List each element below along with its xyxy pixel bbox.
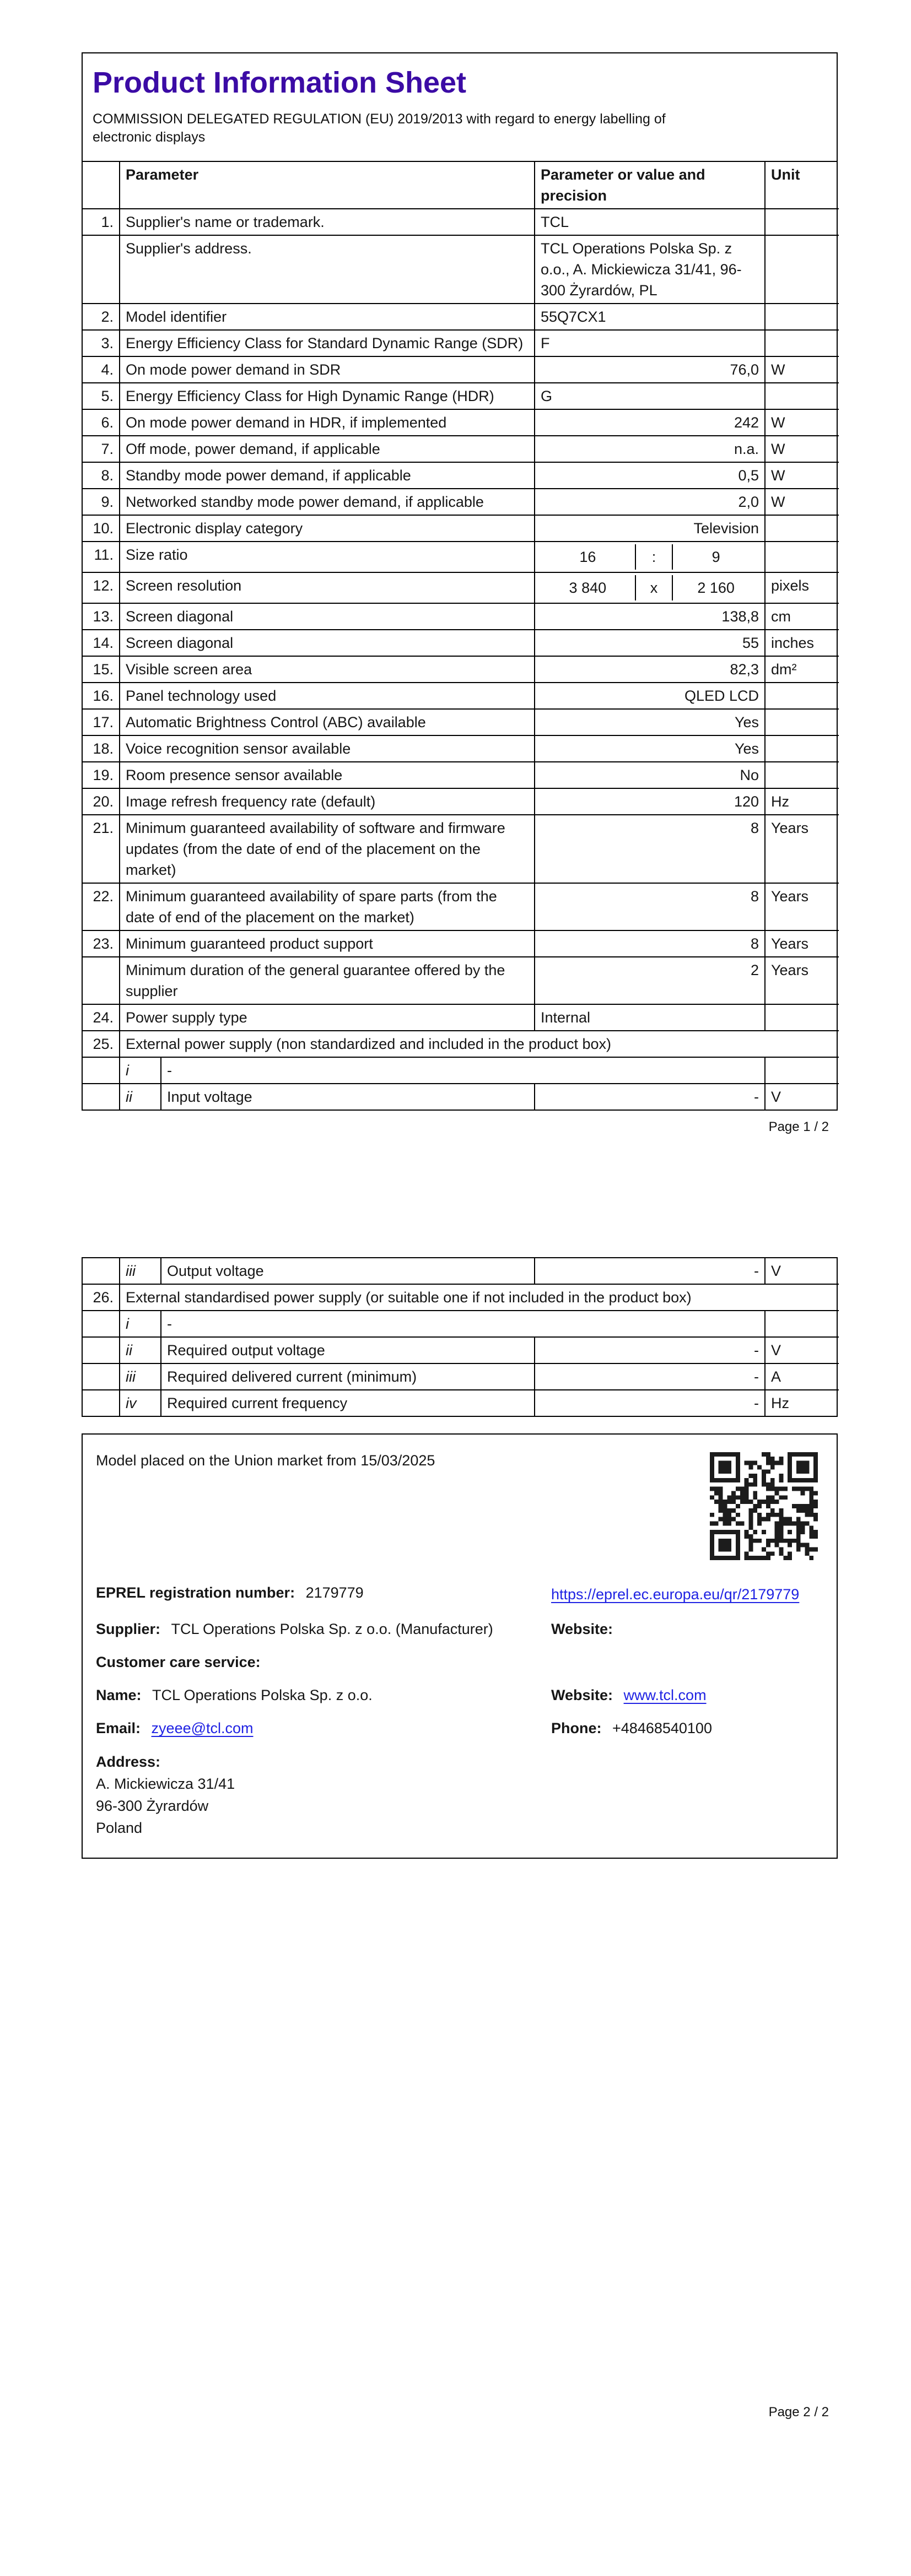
roman-numeral-cell: iii [120, 1363, 161, 1390]
header-unit-cell: Unit [765, 162, 839, 209]
website2-label: Website: [551, 1687, 613, 1704]
table-row [83, 709, 839, 735]
value-cell: - [535, 1390, 765, 1416]
value-cell: 8 [535, 930, 765, 957]
value-cell: 120 [535, 788, 765, 815]
roman-numeral-cell: ii [120, 1084, 161, 1110]
value-cell: 242 [535, 409, 765, 436]
unit-cell: Hz [765, 788, 839, 815]
value-cell: 0,5 [535, 462, 765, 489]
spanning-parameter-cell: External power supply (non standardized and included in the product box) [120, 1031, 839, 1057]
split-value-group [541, 575, 759, 600]
table-row [83, 304, 839, 330]
parameter-cell: Off mode, power demand, if applicable [120, 436, 535, 462]
value-cell [535, 572, 765, 603]
split-value-cell: 9 [672, 544, 759, 570]
split-value-group [541, 544, 759, 570]
header-number-cell [83, 162, 120, 209]
unit-cell: Years [765, 930, 839, 957]
unit-cell: W [765, 462, 839, 489]
row-number-cell: 14. [83, 630, 120, 656]
row-number-cell: 13. [83, 603, 120, 630]
row-number-cell: 7. [83, 436, 120, 462]
parameter-cell: Supplier's name or trademark. [120, 209, 535, 235]
unit-cell: Years [765, 815, 839, 883]
unit-cell [765, 762, 839, 788]
table-row [83, 462, 839, 489]
parameter-cell: Energy Efficiency Class for High Dynamic Range (HDR) [120, 383, 535, 409]
value-cell: 2,0 [535, 489, 765, 515]
parameter-cell: Electronic display category [120, 515, 535, 542]
row-number-cell: 23. [83, 930, 120, 957]
row-number-cell: 11. [83, 542, 120, 572]
parameter-cell: Model identifier [120, 304, 535, 330]
customer-care-row [96, 1652, 822, 1673]
parameter-cell: Size ratio [120, 542, 535, 572]
table-row [83, 515, 839, 542]
value-cell: - [535, 1258, 765, 1284]
table-row [83, 788, 839, 815]
parameter-cell: Screen resolution [120, 572, 535, 603]
roman-numeral-cell: i [120, 1311, 161, 1337]
parameter-cell: Voice recognition sensor available [120, 735, 535, 762]
row-number-cell: 4. [83, 356, 120, 383]
value-cell [535, 542, 765, 572]
row-number-cell: 17. [83, 709, 120, 735]
page-title: Product Information Sheet [93, 66, 467, 99]
market-placement-line: Model placed on the Union market from 15/03/2025 [96, 1452, 435, 1469]
table-row [83, 957, 839, 1004]
page-subtitle: COMMISSION DELEGATED REGULATION (EU) 2019/2013 with regard to energy labelling of electronic displays [93, 111, 666, 145]
eprel-registration [96, 1582, 551, 1603]
row-number-cell [83, 1337, 120, 1363]
value-cell: TCL [535, 209, 765, 235]
parameter-cell: Networked standby mode power demand, if applicable [120, 489, 535, 515]
title-section [83, 53, 837, 162]
split-value-cell: 2 160 [672, 575, 759, 600]
table-row [83, 1084, 839, 1110]
parameter-cell: Required delivered current (minimum) [161, 1363, 535, 1390]
value-cell: Television [535, 515, 765, 542]
row-number-cell [83, 1363, 120, 1390]
unit-cell: W [765, 356, 839, 383]
split-value-cell: 16 [579, 549, 596, 566]
table-row [83, 656, 839, 683]
row-number-cell: 12. [83, 572, 120, 603]
table-row [83, 572, 839, 603]
website2-link[interactable]: www.tcl.com [623, 1687, 707, 1704]
unit-cell [765, 735, 839, 762]
address-line-1: A. Mickiewicza 31/41 [96, 1776, 235, 1793]
unit-cell: V [765, 1258, 839, 1284]
email-field [96, 1718, 551, 1739]
table-row [83, 235, 839, 304]
roman-numeral-cell: ii [120, 1337, 161, 1363]
page-break-gap [82, 1135, 838, 1257]
value-cell: 8 [535, 815, 765, 883]
unit-cell [765, 683, 839, 709]
value-cell: G [535, 383, 765, 409]
parameter-cell: Image refresh frequency rate (default) [120, 788, 535, 815]
table-row [83, 1337, 839, 1363]
value-cell: - [535, 1084, 765, 1110]
value-cell: 82,3 [535, 656, 765, 683]
row-number-cell: 8. [83, 462, 120, 489]
parameter-cell: Minimum guaranteed product support [120, 930, 535, 957]
document-sheet [82, 0, 838, 2420]
table-row [83, 436, 839, 462]
registration-info-box [82, 1433, 838, 1859]
parameter-cell: Screen diagonal [120, 630, 535, 656]
name-row [96, 1685, 822, 1706]
table-row [83, 1004, 839, 1031]
unit-cell [765, 515, 839, 542]
row-number-cell: 22. [83, 883, 120, 930]
value-cell: 55 [535, 630, 765, 656]
header-value-cell: Parameter or value and precision [535, 162, 765, 209]
parameter-cell: Input voltage [161, 1084, 535, 1110]
unit-cell: V [765, 1084, 839, 1110]
email-label: Email: [96, 1720, 141, 1737]
row-number-cell: 9. [83, 489, 120, 515]
unit-cell [765, 1004, 839, 1031]
value-cell: Yes [535, 709, 765, 735]
roman-numeral-cell: iv [120, 1390, 161, 1416]
table-row [83, 356, 839, 383]
split-value-cell: x [635, 575, 672, 600]
supplier-label: Supplier: [96, 1621, 161, 1638]
row-number-cell [83, 1390, 120, 1416]
page2-bottom-gap [82, 1859, 838, 2396]
parameter-cell: Supplier's address. [120, 235, 535, 304]
table-row [83, 1031, 839, 1057]
table-row [83, 1311, 839, 1337]
table-row [83, 735, 839, 762]
value-cell: n.a. [535, 436, 765, 462]
supplier-field [96, 1619, 551, 1639]
row-number-cell [83, 1084, 120, 1110]
website2-field [551, 1685, 822, 1706]
table-row [83, 1057, 839, 1084]
spanning-parameter-cell: External standardised power supply (or suitable one if not included in the product box) [120, 1284, 839, 1311]
value-cell: 2 [535, 957, 765, 1004]
row-number-cell: 10. [83, 515, 120, 542]
value-cell: 76,0 [535, 356, 765, 383]
value-cell: F [535, 330, 765, 356]
parameter-cell: On mode power demand in HDR, if implemented [120, 409, 535, 436]
parameter-cell: Room presence sensor available [120, 762, 535, 788]
unit-cell [765, 709, 839, 735]
row-number-cell: 1. [83, 209, 120, 235]
row-number-cell: 6. [83, 409, 120, 436]
table-row [83, 603, 839, 630]
unit-cell [765, 304, 839, 330]
value-cell: 8 [535, 883, 765, 930]
table-row [83, 330, 839, 356]
table-row [83, 542, 839, 572]
unit-cell: cm [765, 603, 839, 630]
unit-cell: dm² [765, 656, 839, 683]
parameter-table-page2 [83, 1258, 839, 1416]
table-row [83, 1363, 839, 1390]
parameter-cell: Minimum guaranteed availability of spare parts (from the date of end of the placement on the market) [120, 883, 535, 930]
parameter-cell: Required output voltage [161, 1337, 535, 1363]
value-cell: Yes [535, 735, 765, 762]
unit-cell: A [765, 1363, 839, 1390]
name-field [96, 1685, 551, 1706]
roman-numeral-cell: i [120, 1057, 161, 1084]
row-number-cell: 16. [83, 683, 120, 709]
value-cell: - [535, 1337, 765, 1363]
value-cell: QLED LCD [535, 683, 765, 709]
page1-box [82, 52, 838, 1111]
address-block [96, 1751, 551, 1839]
table-header-row [83, 162, 839, 209]
parameter-table-page1 [83, 162, 839, 1110]
unit-cell [765, 1057, 839, 1084]
unit-cell [765, 209, 839, 235]
unit-cell: pixels [765, 572, 839, 603]
parameter-cell: Automatic Brightness Control (ABC) available [120, 709, 535, 735]
row-number-cell: 20. [83, 788, 120, 815]
parameter-cell: Visible screen area [120, 656, 535, 683]
value-cell: 55Q7CX1 [535, 304, 765, 330]
address-row [96, 1751, 822, 1839]
supplier-value: TCL Operations Polska Sp. z o.o. (Manufacturer) [171, 1621, 493, 1638]
customer-care-label: Customer care service: [96, 1654, 261, 1671]
value-cell: - [535, 1363, 765, 1390]
wide-value-cell: - [161, 1057, 765, 1084]
row-number-cell: 15. [83, 656, 120, 683]
row-number-cell: 3. [83, 330, 120, 356]
eprel-number: 2179779 [305, 1584, 364, 1601]
value-cell: No [535, 762, 765, 788]
table-row [83, 489, 839, 515]
table-row [83, 930, 839, 957]
page1-footer: Page 1 / 2 [768, 1119, 829, 1135]
row-number-cell [83, 1311, 120, 1337]
name-label: Name: [96, 1687, 142, 1704]
phone-label: Phone: [551, 1720, 602, 1737]
unit-cell [765, 235, 839, 304]
eprel-link-wrap [551, 1582, 822, 1606]
supplier-row [96, 1619, 822, 1639]
unit-cell: W [765, 436, 839, 462]
unit-cell [765, 330, 839, 356]
header-parameter-cell: Parameter [120, 162, 535, 209]
unit-cell: Years [765, 883, 839, 930]
eprel-row [96, 1582, 822, 1606]
table-row [83, 1258, 839, 1284]
table-row [83, 815, 839, 883]
eprel-link[interactable]: https://eprel.ec.europa.eu/qr/2179779 [551, 1586, 800, 1603]
parameter-cell: On mode power demand in SDR [120, 356, 535, 383]
row-number-cell: 25. [83, 1031, 120, 1057]
page2-box [82, 1257, 838, 1417]
parameter-cell: Screen diagonal [120, 603, 535, 630]
parameter-cell: Required current frequency [161, 1390, 535, 1416]
row-number-cell [83, 235, 120, 304]
table-row [83, 1284, 839, 1311]
table-row [83, 383, 839, 409]
unit-cell [765, 542, 839, 572]
table-row [83, 1390, 839, 1416]
row-number-cell [83, 1057, 120, 1084]
address-label: Address: [96, 1754, 161, 1771]
parameter-cell: Power supply type [120, 1004, 535, 1031]
qr-code-icon [710, 1452, 818, 1560]
value-cell: 138,8 [535, 603, 765, 630]
parameter-cell: Panel technology used [120, 683, 535, 709]
unit-cell: Hz [765, 1390, 839, 1416]
row-number-cell: 2. [83, 304, 120, 330]
phone-value: +48468540100 [612, 1720, 712, 1737]
name-value: TCL Operations Polska Sp. z o.o. [152, 1687, 373, 1704]
unit-cell [765, 383, 839, 409]
address-line-2: 96-300 Żyrardów [96, 1798, 209, 1815]
row-number-cell: 24. [83, 1004, 120, 1031]
row-number-cell: 21. [83, 815, 120, 883]
unit-cell: Years [765, 957, 839, 1004]
unit-cell: W [765, 489, 839, 515]
eprel-label: EPREL registration number: [96, 1584, 295, 1601]
value-cell: Internal [535, 1004, 765, 1031]
unit-cell: V [765, 1337, 839, 1363]
phone-field [551, 1718, 822, 1739]
table-row [83, 883, 839, 930]
split-value-cell: 3 840 [569, 580, 607, 597]
table-row [83, 762, 839, 788]
row-number-cell: 26. [83, 1284, 120, 1311]
row-number-cell: 18. [83, 735, 120, 762]
unit-cell [765, 1311, 839, 1337]
roman-numeral-cell: iii [120, 1258, 161, 1284]
table-row [83, 209, 839, 235]
row-number-cell: 19. [83, 762, 120, 788]
wide-value-cell: - [161, 1311, 765, 1337]
email-phone-row [96, 1718, 822, 1739]
parameter-cell: Minimum guaranteed availability of software and firmware updates (from the date of end of the placement on the market) [120, 815, 535, 883]
row-number-cell [83, 957, 120, 1004]
parameter-cell: Output voltage [161, 1258, 535, 1284]
website-field [551, 1619, 822, 1639]
unit-cell: inches [765, 630, 839, 656]
parameter-cell: Energy Efficiency Class for Standard Dynamic Range (SDR) [120, 330, 535, 356]
row-number-cell [83, 1258, 120, 1284]
row-number-cell: 5. [83, 383, 120, 409]
page2-footer: Page 2 / 2 [768, 2405, 829, 2420]
parameter-cell: Minimum duration of the general guarantee offered by the supplier [120, 957, 535, 1004]
table-row [83, 683, 839, 709]
address-line-3: Poland [96, 1820, 143, 1837]
table-row [83, 409, 839, 436]
value-cell: TCL Operations Polska Sp. z o.o., A. Mickiewicza 31/41, 96-300 Żyrardów, PL [535, 235, 765, 304]
website-label: Website: [551, 1621, 613, 1638]
unit-cell: W [765, 409, 839, 436]
parameter-cell: Standby mode power demand, if applicable [120, 462, 535, 489]
table-row [83, 630, 839, 656]
email-link[interactable]: zyeee@tcl.com [151, 1720, 254, 1737]
split-value-cell: : [635, 544, 672, 570]
